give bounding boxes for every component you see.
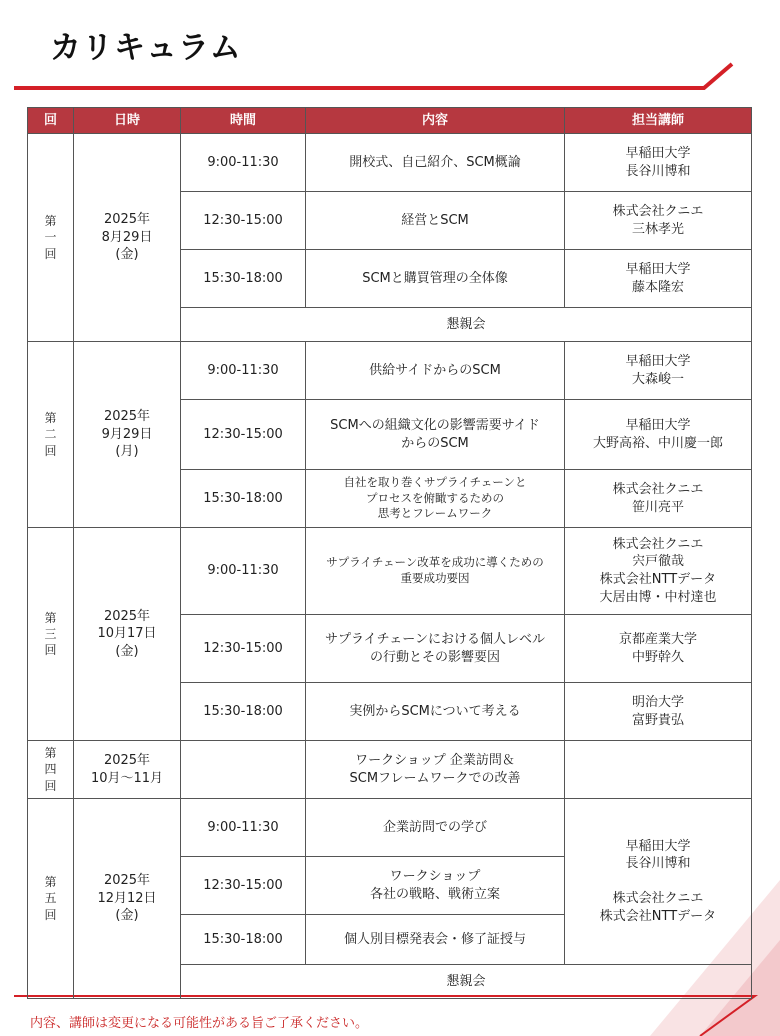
session-time: 12:30-15:00 xyxy=(181,857,306,915)
header-content: 内容 xyxy=(306,108,565,134)
table-row xyxy=(28,799,752,857)
session-time: 15:30-18:00 xyxy=(181,915,306,965)
header-time: 時間 xyxy=(181,108,306,134)
table-row xyxy=(28,342,752,400)
round-label: 第 一 回 xyxy=(28,134,74,342)
session-time: 9:00-11:30 xyxy=(181,134,306,192)
session-instructor: 早稲田大学 藤本隆宏 xyxy=(565,250,752,308)
page-title: カリキュラム xyxy=(50,30,242,66)
session-date: 2025年 12月12日 (金) xyxy=(74,799,181,999)
round-label: 第 四 回 xyxy=(28,741,74,799)
session-content: 実例からSCMについて考える xyxy=(306,683,565,741)
session-date: 2025年 8月29日 (金) xyxy=(74,134,181,342)
session-instructor xyxy=(565,741,752,799)
disclaimer-note: 内容、講師は変更になる可能性がある旨ご了承ください。 xyxy=(30,1016,369,1031)
round-label: 第 五 回 xyxy=(28,799,74,999)
session-time: 9:00-11:30 xyxy=(181,799,306,857)
session-instructor: 早稲田大学 大森峻一 xyxy=(565,342,752,400)
session-time xyxy=(181,741,306,799)
session-instructor: 早稲田大学 長谷川博和 xyxy=(565,134,752,192)
session-time: 15:30-18:00 xyxy=(181,250,306,308)
social-event: 懇親会 xyxy=(181,965,752,999)
session-content: 開校式、自己紹介、SCM概論 xyxy=(306,134,565,192)
session-content: サプライチェーン改革を成功に導くための 重要成功要因 xyxy=(306,528,565,615)
round-label: 第 二 回 xyxy=(28,342,74,528)
session-time: 15:30-18:00 xyxy=(181,683,306,741)
session-content: ワークショップ 企業訪問＆ SCMフレームワークでの改善 xyxy=(306,741,565,799)
curriculum-table xyxy=(27,107,752,999)
session-instructor: 株式会社クニエ 三林孝光 xyxy=(565,192,752,250)
session-time: 12:30-15:00 xyxy=(181,615,306,683)
session-content: SCMと購買管理の全体像 xyxy=(306,250,565,308)
table-row xyxy=(28,134,752,192)
social-event: 懇親会 xyxy=(181,308,752,342)
header-instructor: 担当講師 xyxy=(565,108,752,134)
session-date: 2025年 9月29日 (月) xyxy=(74,342,181,528)
session-instructor: 早稲田大学 長谷川博和 株式会社クニエ 株式会社NTTデータ xyxy=(565,799,752,965)
session-time: 12:30-15:00 xyxy=(181,192,306,250)
session-content: 経営とSCM xyxy=(306,192,565,250)
session-date: 2025年 10月17日 (金) xyxy=(74,528,181,741)
session-content: 自社を取り巻くサプライチェーンと プロセスを俯瞰するための 思考とフレームワーク xyxy=(306,470,565,528)
session-instructor: 早稲田大学 大野高裕、中川慶一郎 xyxy=(565,400,752,470)
session-date: 2025年 10月～11月 xyxy=(74,741,181,799)
session-instructor: 京都産業大学 中野幹久 xyxy=(565,615,752,683)
round-label: 第 三 回 xyxy=(28,528,74,741)
session-time: 15:30-18:00 xyxy=(181,470,306,528)
session-instructor: 株式会社クニエ 笹川亮平 xyxy=(565,470,752,528)
session-content: 企業訪問での学び xyxy=(306,799,565,857)
session-content: SCMへの組織文化の影響需要サイド からのSCM xyxy=(306,400,565,470)
header-round: 回 xyxy=(28,108,74,134)
table-header-row xyxy=(28,108,752,134)
session-time: 9:00-11:30 xyxy=(181,342,306,400)
session-content: サプライチェーンにおける個人レベル の行動とその影響要因 xyxy=(306,615,565,683)
session-instructor: 株式会社クニエ 宍戸徹哉 株式会社NTTデータ 大居由博・中村達也 xyxy=(565,528,752,615)
session-instructor: 明治大学 富野貴弘 xyxy=(565,683,752,741)
session-content: 供給サイドからのSCM xyxy=(306,342,565,400)
header-date: 日時 xyxy=(74,108,181,134)
session-content: 個人別目標発表会・修了証授与 xyxy=(306,915,565,965)
session-content: ワークショップ 各社の戦略、戦術立案 xyxy=(306,857,565,915)
session-time: 9:00-11:30 xyxy=(181,528,306,615)
session-time: 12:30-15:00 xyxy=(181,400,306,470)
table-row xyxy=(28,528,752,615)
table-row xyxy=(28,741,752,799)
